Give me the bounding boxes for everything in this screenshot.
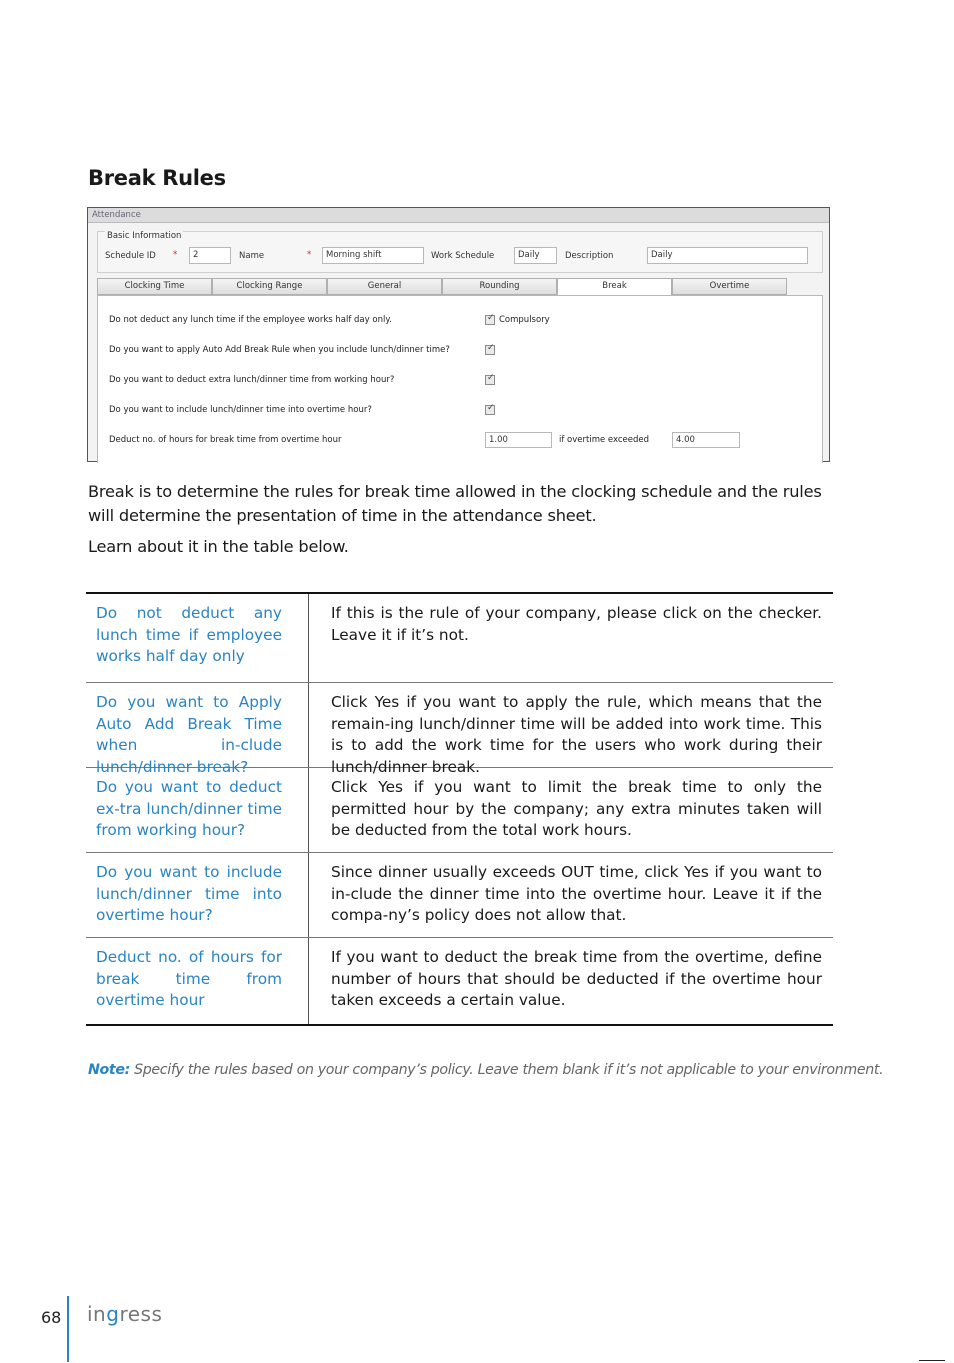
intro-paragraph-line: Learn about it in the table below. xyxy=(88,537,349,556)
table-cell-description: If you want to deduct the break time from the overtime, define number of hours that should be deducted if the overtime hour taken exceeds a certain value. xyxy=(331,948,822,1010)
required-mark: * xyxy=(307,250,312,260)
table-cell-description: Since dinner usually exceeds OUT time, click Yes if you want to in-clude the dinner time into the overtime hour. Leave it if the compa-ny’s policy does not allow that. xyxy=(331,863,822,925)
work-schedule-input[interactable]: Daily xyxy=(514,247,557,264)
required-mark: * xyxy=(173,250,178,260)
attendance-screenshot xyxy=(87,207,830,462)
rule-question: Do you want to apply Auto Add Break Rule when you include lunch/dinner time? xyxy=(109,345,450,355)
description-label: Description xyxy=(565,251,614,261)
overtime-exceeded-input[interactable]: 4.00 xyxy=(672,432,740,448)
schedule-id-label: Schedule ID xyxy=(105,251,156,261)
table-row xyxy=(86,683,833,777)
work-schedule-label: Work Schedule xyxy=(431,251,495,261)
note-text: Specify the rules based on your company’s policy. Leave them blank if it’s not applicable to your environment. xyxy=(129,1062,884,1078)
rule-question: Do not deduct any lunch time if the employee works half day only. xyxy=(109,315,392,325)
schedule-id-input[interactable]: 2 xyxy=(189,247,231,264)
table-cell-rule: Do you want to include lunch/dinner time into overtime hour? xyxy=(86,853,309,937)
checkbox[interactable] xyxy=(485,315,495,325)
table-row xyxy=(86,768,833,853)
name-label: Name xyxy=(239,251,265,261)
checkbox[interactable] xyxy=(485,375,495,385)
ingress-logo: ingress xyxy=(87,1302,163,1326)
table-row xyxy=(86,594,833,683)
rule-question: Do you want to deduct extra lunch/dinner time from working hour? xyxy=(109,375,395,385)
tab-clocking-time[interactable]: Clocking Time xyxy=(97,278,212,295)
table-cell-rule: Deduct no. of hours for break time from overtime hour xyxy=(86,938,309,1024)
footer-divider xyxy=(67,1296,69,1362)
intro-paragraph-line: Break is to determine the rules for break time allowed in the clocking schedule and the rules xyxy=(88,482,822,501)
window-title: Attendance xyxy=(88,208,829,223)
tab-clocking-range[interactable]: Clocking Range xyxy=(212,278,327,295)
table-row xyxy=(86,853,833,938)
break-tab-panel xyxy=(97,295,823,463)
tab-overtime[interactable]: Overtime xyxy=(672,278,787,295)
table-cell-description: Click Yes if you want to apply the rule, which means that the remain-ing lunch/dinner time will be added into work time. This is to add the work time for the users who work during their lunch/dinner break. xyxy=(331,693,822,777)
if-overtime-label: if overtime exceeded xyxy=(559,435,650,445)
checkbox[interactable] xyxy=(485,345,495,355)
basic-information-legend: Basic Information xyxy=(107,231,182,241)
checkbox[interactable] xyxy=(485,405,495,415)
intro-paragraph-line: will determine the presentation of time in the attendance sheet. xyxy=(88,506,597,525)
compulsory-label: Compulsory xyxy=(499,315,550,325)
corner-line xyxy=(919,1360,945,1361)
page-title: Break Rules xyxy=(88,166,226,190)
rule-question: Deduct no. of hours for break time from overtime hour xyxy=(109,435,342,445)
description-input[interactable]: Daily xyxy=(647,247,808,264)
table-cell-description: If this is the rule of your company, please click on the checker. Leave it if it’s not. xyxy=(331,604,822,644)
note xyxy=(88,1062,883,1078)
tab-general[interactable]: General xyxy=(327,278,442,295)
tab-break[interactable]: Break xyxy=(557,278,672,296)
name-input[interactable]: Morning shift xyxy=(322,247,424,264)
note-label: Note: xyxy=(88,1062,130,1078)
page-number: 68 xyxy=(41,1308,62,1327)
tab-rounding[interactable]: Rounding xyxy=(442,278,557,295)
deduct-hours-input[interactable]: 1.00 xyxy=(485,432,552,448)
rule-question: Do you want to include lunch/dinner time into overtime hour? xyxy=(109,405,372,415)
table-cell-rule: Do you want to Apply Auto Add Break Time when in-clude lunch/dinner break? xyxy=(86,683,309,767)
table-cell-description: Click Yes if you want to limit the break time to only the permitted hour by the company; any extra minutes taken will be deducted from the total work hours. xyxy=(331,778,822,840)
table-row xyxy=(86,938,833,1024)
rules-table xyxy=(86,592,833,1026)
table-cell-rule: Do not deduct any lunch time if employee works half day only xyxy=(86,594,309,682)
table-cell-rule: Do you want to deduct ex-tra lunch/dinner time from working hour? xyxy=(86,768,309,852)
basic-information-group xyxy=(97,231,823,273)
